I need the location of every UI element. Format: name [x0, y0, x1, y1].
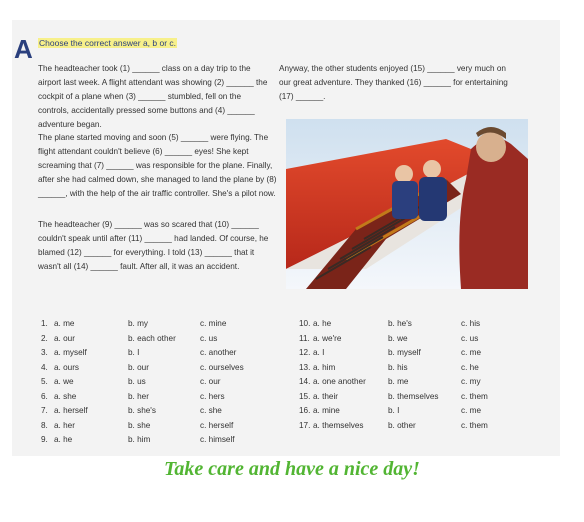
choice-row: [41, 363, 281, 377]
option-b[interactable]: b. she's: [128, 406, 156, 415]
option-c[interactable]: c. she: [200, 406, 222, 415]
option-b[interactable]: b. I: [128, 348, 140, 357]
option-a[interactable]: a. me: [54, 319, 75, 328]
option-c[interactable]: c. ourselves: [200, 362, 244, 372]
choice-row: [41, 334, 281, 348]
option-a[interactable]: a. he: [313, 319, 332, 328]
option-a[interactable]: a. their: [313, 391, 339, 401]
choice-row: [41, 435, 281, 449]
question-number: 17.: [299, 420, 311, 430]
question-number: 15.: [299, 391, 311, 401]
choice-row: [299, 377, 529, 391]
option-a[interactable]: a. him: [313, 362, 336, 372]
choice-row: [299, 406, 529, 420]
photo-illustration: [286, 119, 528, 289]
choice-row: [41, 348, 281, 362]
option-c[interactable]: c. them: [461, 420, 488, 430]
option-a[interactable]: a. her: [54, 420, 75, 430]
option-b[interactable]: b. other: [388, 420, 416, 430]
choice-row: [41, 319, 281, 333]
choice-row: [299, 348, 529, 362]
choice-row: [41, 406, 281, 420]
section-letter: A: [14, 34, 33, 64]
option-a[interactable]: a. mine: [313, 406, 340, 415]
option-c[interactable]: c. himself: [200, 435, 235, 444]
question-number: 1.: [41, 319, 48, 328]
question-number: 6.: [41, 391, 48, 401]
choice-row: [41, 421, 281, 435]
option-a[interactable]: a. themselves: [313, 420, 364, 430]
option-c[interactable]: c. mine: [200, 319, 227, 328]
option-b[interactable]: b. my: [128, 319, 149, 328]
option-a[interactable]: a. we're: [313, 333, 342, 343]
question-number: 7.: [41, 406, 48, 415]
option-c[interactable]: c. us: [200, 333, 218, 343]
question-number: 12.: [299, 348, 311, 357]
option-c[interactable]: c. my: [461, 377, 481, 386]
instruction: [38, 38, 177, 48]
paragraph-4: Anyway, the other students enjoyed (15) ______ very much on our great adventure. They thanked (16) ______ for entertaining (17) ______.: [279, 64, 508, 101]
paragraph-3: The headteacher (9) ______ was so scared that (10) ______ couldn't speak until after (11) ______ had landed. Of course, he blamed (12) ______ for everything. I told (13) ______ that it wasn't all (14) ______ fault. After all, it was an accident.: [38, 220, 269, 271]
option-a[interactable]: a. herself: [54, 406, 88, 415]
option-b[interactable]: b. me: [388, 377, 409, 386]
footer-message: Take care and have a nice day!: [164, 458, 420, 480]
choice-row: [41, 392, 281, 406]
option-b[interactable]: b. each other: [128, 333, 176, 343]
question-number: 8.: [41, 420, 48, 430]
paragraph-1: The headteacher took (1) ______ class on a day trip to the airport last week. A flight attendant was showing (2) ______ the cockpit of a plane when (3) ______ stumbled, fell on the controls, accidentally pressed some buttons and (4) ______ adventure began.: [38, 64, 268, 129]
option-a[interactable]: a. he: [54, 435, 73, 444]
choice-row: [299, 421, 529, 435]
question-number: 10.: [299, 319, 311, 328]
option-b[interactable]: b. he's: [388, 319, 412, 328]
question-number: 16.: [299, 406, 311, 415]
choice-row: [299, 319, 529, 333]
option-c[interactable]: c. me: [461, 406, 482, 415]
question-number: 11.: [299, 333, 310, 343]
option-b[interactable]: b. we: [388, 333, 408, 343]
option-b[interactable]: b. I: [388, 406, 400, 415]
option-c[interactable]: c. hers: [200, 391, 225, 401]
airplane-stairs-photo: [286, 119, 528, 289]
option-a[interactable]: a. one another: [313, 377, 366, 386]
option-b[interactable]: b. him: [128, 435, 151, 444]
option-a[interactable]: a. I: [313, 348, 325, 357]
choice-row: [299, 334, 529, 348]
option-b[interactable]: b. us: [128, 377, 146, 386]
option-c[interactable]: c. our: [200, 377, 221, 386]
option-a[interactable]: a. myself: [54, 348, 87, 357]
choice-row: [299, 363, 529, 377]
option-a[interactable]: a. we: [54, 377, 74, 386]
option-b[interactable]: b. myself: [388, 348, 421, 357]
option-c[interactable]: c. his: [461, 319, 481, 328]
question-number: 9.: [41, 435, 48, 444]
choice-row: [41, 377, 281, 391]
question-number: 3.: [41, 348, 48, 357]
question-number: 4.: [41, 362, 48, 372]
option-a[interactable]: a. ours: [54, 362, 80, 372]
option-b[interactable]: b. his: [388, 362, 408, 372]
option-c[interactable]: c. another: [200, 348, 237, 357]
option-b[interactable]: b. her: [128, 391, 149, 401]
instruction-text: Choose the correct answer a, b or c.: [39, 38, 177, 48]
choice-row: [299, 392, 529, 406]
option-b[interactable]: b. she: [128, 420, 151, 430]
question-number: 13.: [299, 362, 311, 372]
option-b[interactable]: b. themselves: [388, 391, 439, 401]
question-number: 2.: [41, 333, 48, 343]
paragraph-2: The plane started moving and soon (5) ______ were flying. The flight attendant couldn't believe (6) ______ eyes! She kept screaming that (7) ______ was responsible for the plane. Finally, after she had calmed down, she managed to land the plane by (8) ______, with the help of the air traffic controller. She's a pilot now.: [38, 133, 277, 198]
option-b[interactable]: b. our: [128, 362, 149, 372]
option-c[interactable]: c. he: [461, 362, 479, 372]
option-c[interactable]: c. them: [461, 391, 488, 401]
option-c[interactable]: c. herself: [200, 420, 234, 430]
option-c[interactable]: c. me: [461, 348, 482, 357]
option-c[interactable]: c. us: [461, 333, 479, 343]
option-a[interactable]: a. our: [54, 333, 75, 343]
question-number: 14.: [299, 377, 311, 386]
option-a[interactable]: a. she: [54, 391, 77, 401]
question-number: 5.: [41, 377, 48, 386]
